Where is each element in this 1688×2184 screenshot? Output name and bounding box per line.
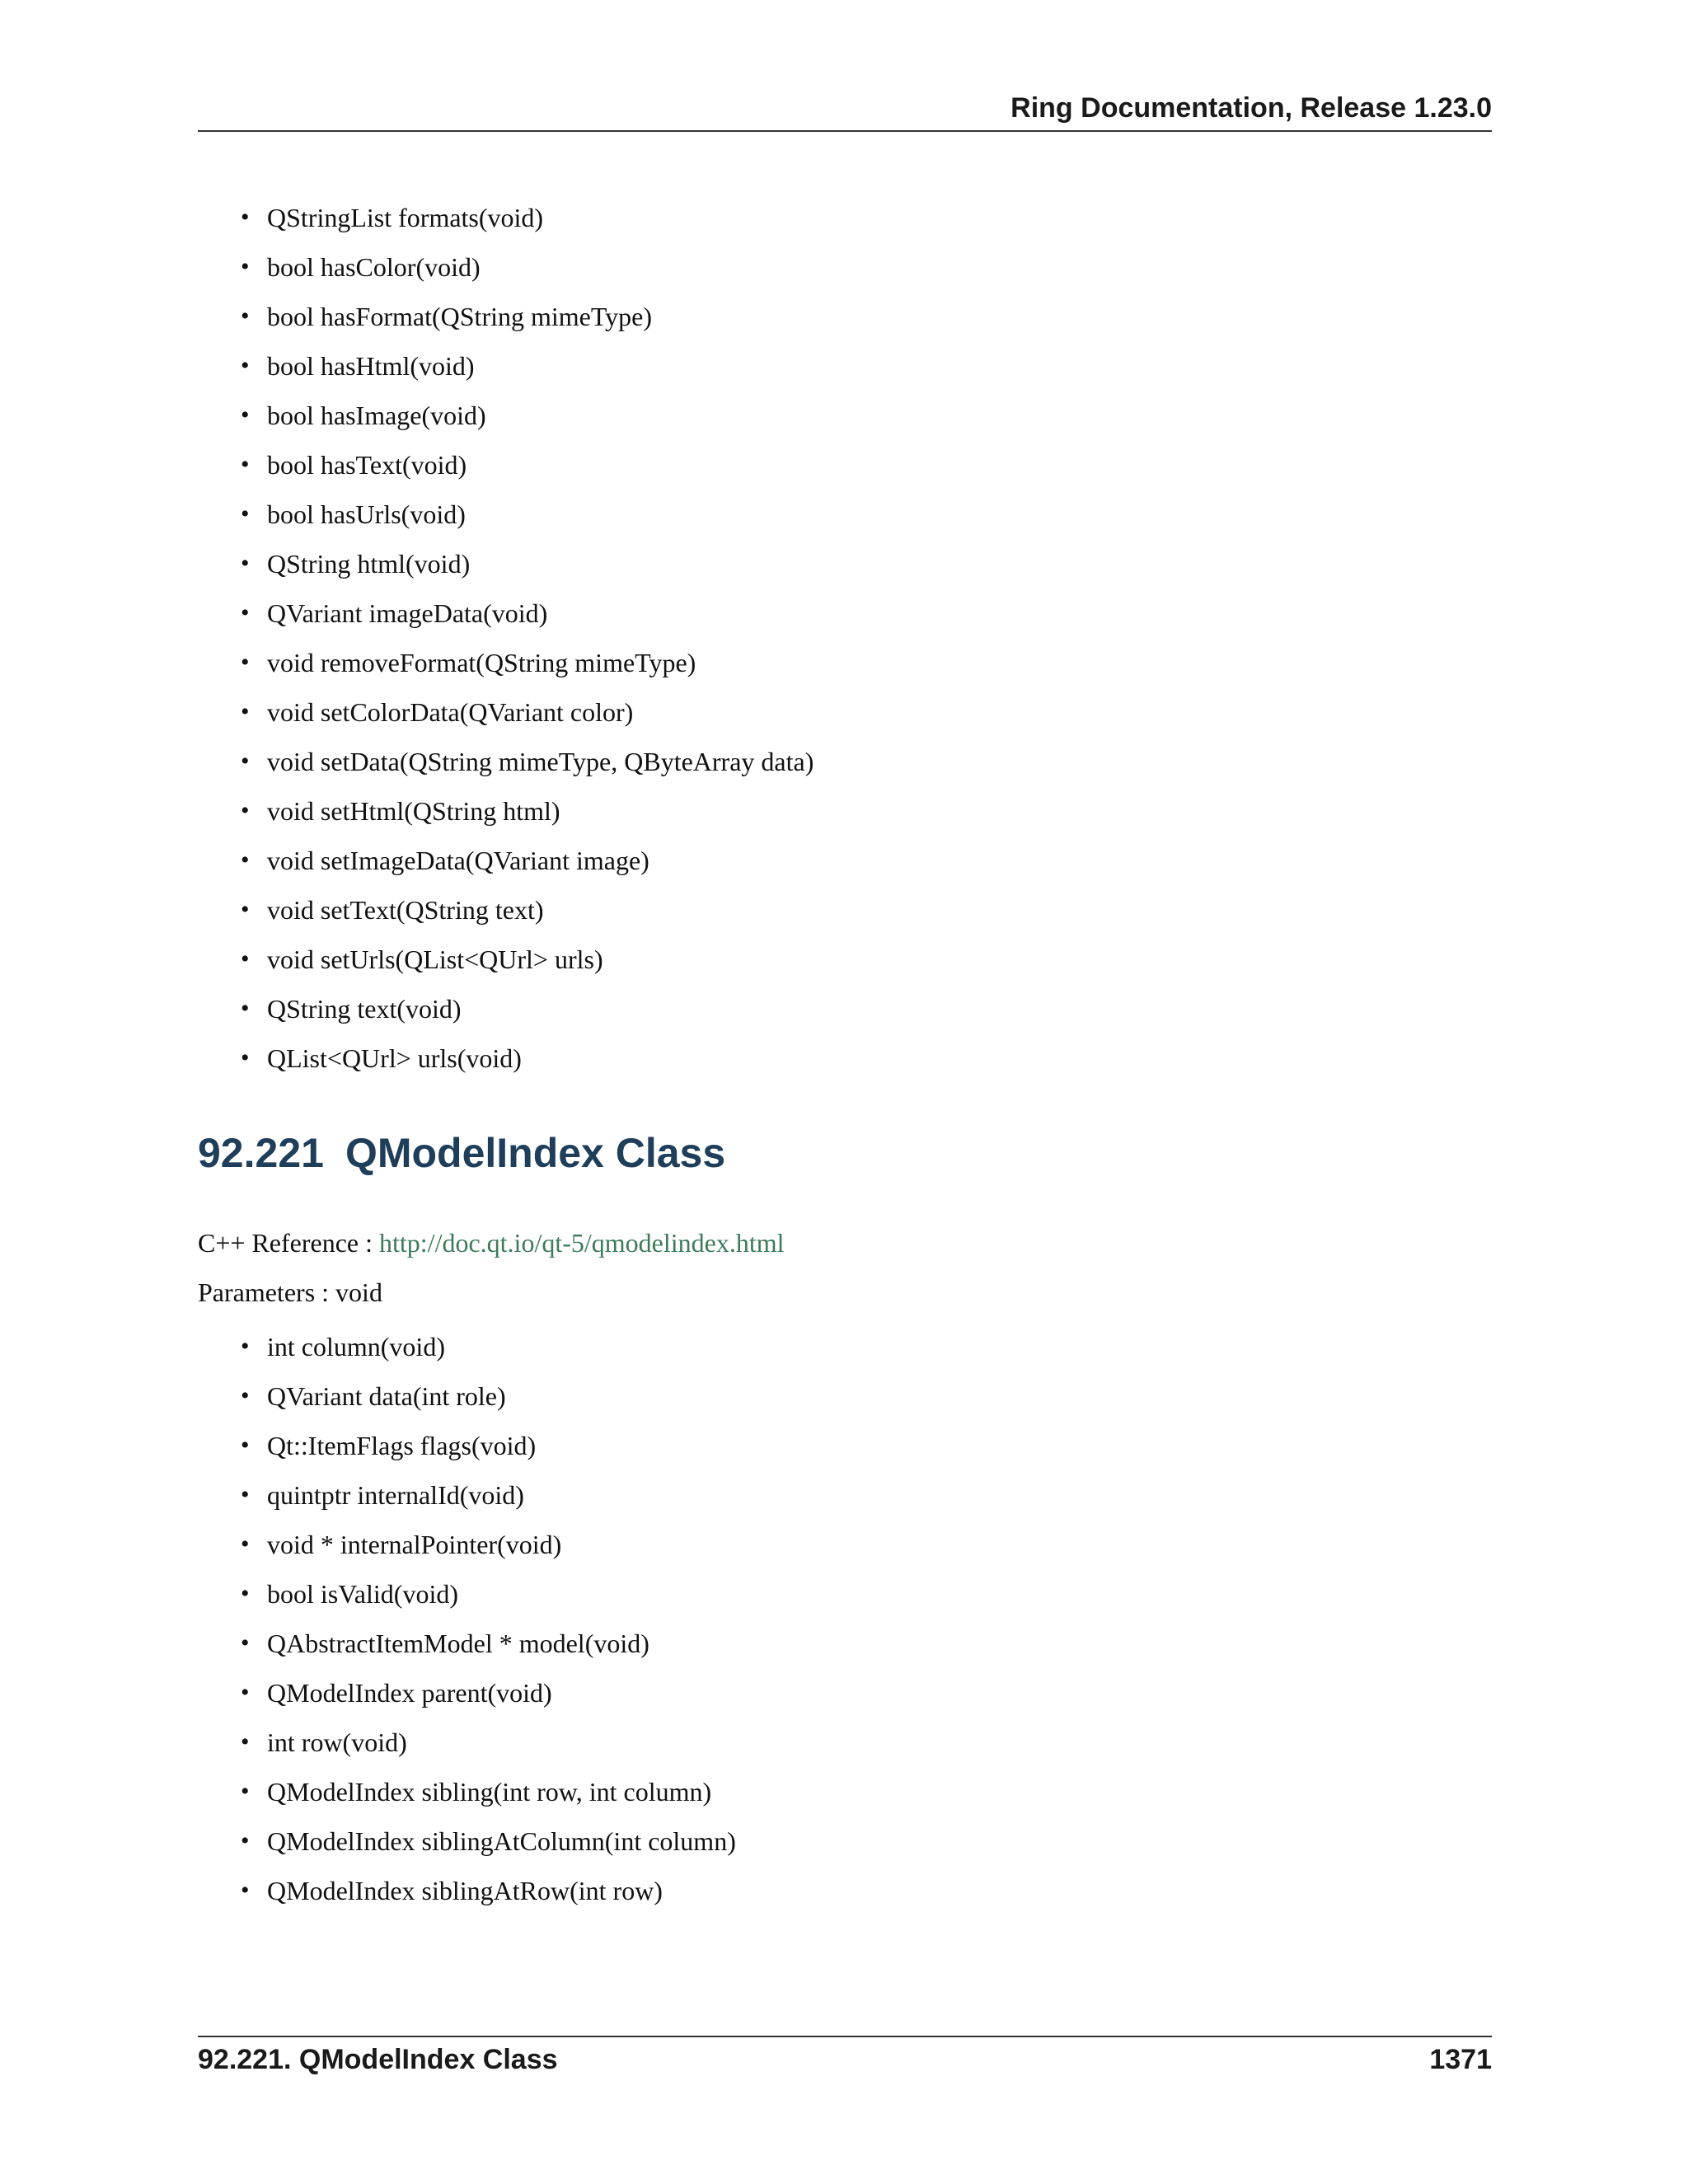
bullet-icon: • xyxy=(241,1877,250,1904)
list-item xyxy=(198,1470,1492,1520)
bullet-icon: • xyxy=(241,599,250,626)
footer-rule xyxy=(198,2036,1492,2037)
list-item xyxy=(198,490,1492,539)
list-item xyxy=(198,984,1492,1033)
list-item xyxy=(198,885,1492,935)
list-item xyxy=(198,1866,1492,1915)
list-item xyxy=(198,737,1492,786)
method-signature: QModelIndex parent(void) xyxy=(267,1678,552,1708)
method-signature: void setText(QString text) xyxy=(267,895,544,925)
list-item xyxy=(198,1371,1492,1421)
method-signature: QModelIndex sibling(int row, int column) xyxy=(267,1777,712,1807)
bullet-icon: • xyxy=(241,352,250,379)
bullet-icon: • xyxy=(241,1728,250,1755)
list-item xyxy=(198,1520,1492,1569)
method-signature: QString text(void) xyxy=(267,994,462,1024)
footer-section-title: 92.221. QModelIndex Class xyxy=(198,2044,558,2075)
method-signature: quintptr internalId(void) xyxy=(267,1480,524,1510)
method-signature: void setHtml(QString html) xyxy=(267,796,560,826)
bullet-icon: • xyxy=(241,401,250,429)
list-item xyxy=(198,1668,1492,1718)
method-signature: void setUrls(QList<QUrl> urls) xyxy=(267,944,603,974)
bullet-icon: • xyxy=(241,1679,250,1706)
footer-page-number: 1371 xyxy=(1429,2044,1492,2075)
list-item xyxy=(198,440,1492,490)
method-signature: void * internalPointer(void) xyxy=(267,1530,562,1559)
list-item xyxy=(198,687,1492,737)
bullet-icon: • xyxy=(241,1432,250,1459)
bullet-icon: • xyxy=(241,1580,250,1607)
method-signature: Qt::ItemFlags flags(void) xyxy=(267,1431,537,1460)
bullet-icon: • xyxy=(241,1333,250,1360)
bullet-icon: • xyxy=(241,698,250,725)
section-heading xyxy=(198,1129,725,1177)
list-item xyxy=(198,836,1492,885)
bullet-icon: • xyxy=(241,1827,250,1854)
bullet-icon: • xyxy=(241,500,250,527)
bullet-icon: • xyxy=(241,797,250,824)
running-header: Ring Documentation, Release 1.23.0 xyxy=(1010,92,1492,124)
method-signature: int column(void) xyxy=(267,1332,445,1361)
method-list-qmimedata xyxy=(198,193,1492,1083)
method-list-qmodelindex xyxy=(198,1322,1492,1915)
method-signature: void setImageData(QVariant image) xyxy=(267,846,649,875)
method-signature: bool hasFormat(QString mimeType) xyxy=(267,302,653,331)
cpp-reference-line xyxy=(198,1228,785,1258)
method-signature: int row(void) xyxy=(267,1727,407,1757)
method-signature: void setData(QString mimeType, QByteArray data) xyxy=(267,747,814,776)
method-signature: void setColorData(QVariant color) xyxy=(267,697,634,727)
bullet-icon: • xyxy=(241,945,250,972)
method-signature: QAbstractItemModel * model(void) xyxy=(267,1629,649,1658)
bullet-icon: • xyxy=(241,1530,250,1558)
list-item xyxy=(198,292,1492,341)
parameters-line xyxy=(198,1277,382,1308)
bullet-icon: • xyxy=(241,896,250,923)
list-item xyxy=(198,1033,1492,1083)
method-signature: bool hasHtml(void) xyxy=(267,351,475,381)
list-item xyxy=(198,1767,1492,1816)
bullet-icon: • xyxy=(241,204,250,231)
bullet-icon: • xyxy=(241,1629,250,1657)
bullet-icon: • xyxy=(241,1778,250,1805)
method-signature: QList<QUrl> urls(void) xyxy=(267,1043,522,1073)
method-signature: bool isValid(void) xyxy=(267,1579,458,1609)
bullet-icon: • xyxy=(241,253,250,280)
list-item xyxy=(198,1816,1492,1866)
bullet-icon: • xyxy=(241,550,250,577)
method-signature: QStringList formats(void) xyxy=(267,203,544,232)
bullet-icon: • xyxy=(241,649,250,676)
section-title: QModelIndex Class xyxy=(345,1130,726,1176)
list-item xyxy=(198,1619,1492,1668)
parameters-value: void xyxy=(335,1277,382,1307)
method-signature: bool hasImage(void) xyxy=(267,401,486,430)
bullet-icon: • xyxy=(241,846,250,874)
list-item xyxy=(198,193,1492,242)
list-item xyxy=(198,1718,1492,1767)
method-signature: QModelIndex siblingAtRow(int row) xyxy=(267,1876,663,1905)
bullet-icon: • xyxy=(241,995,250,1022)
list-item xyxy=(198,935,1492,984)
list-item xyxy=(198,1322,1492,1371)
bullet-icon: • xyxy=(241,1382,250,1409)
list-item xyxy=(198,1569,1492,1619)
list-item xyxy=(198,786,1492,836)
list-item xyxy=(198,638,1492,687)
bullet-icon: • xyxy=(241,302,250,330)
bullet-icon: • xyxy=(241,1044,250,1071)
section-number: 92.221 xyxy=(198,1130,324,1176)
bullet-icon: • xyxy=(241,451,250,478)
list-item xyxy=(198,539,1492,588)
reference-link[interactable]: http://doc.qt.io/qt-5/qmodelindex.html xyxy=(379,1228,785,1258)
method-signature: QVariant imageData(void) xyxy=(267,598,548,628)
document-page xyxy=(198,0,1492,2184)
bullet-icon: • xyxy=(241,1481,250,1508)
parameters-label: Parameters : xyxy=(198,1277,336,1307)
method-signature: bool hasText(void) xyxy=(267,450,467,480)
bullet-icon: • xyxy=(241,748,250,775)
header-rule xyxy=(198,130,1492,132)
method-signature: QVariant data(int role) xyxy=(267,1381,506,1411)
list-item xyxy=(198,1421,1492,1470)
method-signature: QString html(void) xyxy=(267,549,471,579)
list-item xyxy=(198,588,1492,638)
list-item xyxy=(198,242,1492,292)
method-signature: QModelIndex siblingAtColumn(int column) xyxy=(267,1826,736,1856)
reference-label: C++ Reference : xyxy=(198,1228,379,1258)
method-signature: void removeFormat(QString mimeType) xyxy=(267,648,696,677)
method-signature: bool hasUrls(void) xyxy=(267,499,466,529)
list-item xyxy=(198,341,1492,391)
list-item xyxy=(198,391,1492,440)
method-signature: bool hasColor(void) xyxy=(267,252,481,282)
